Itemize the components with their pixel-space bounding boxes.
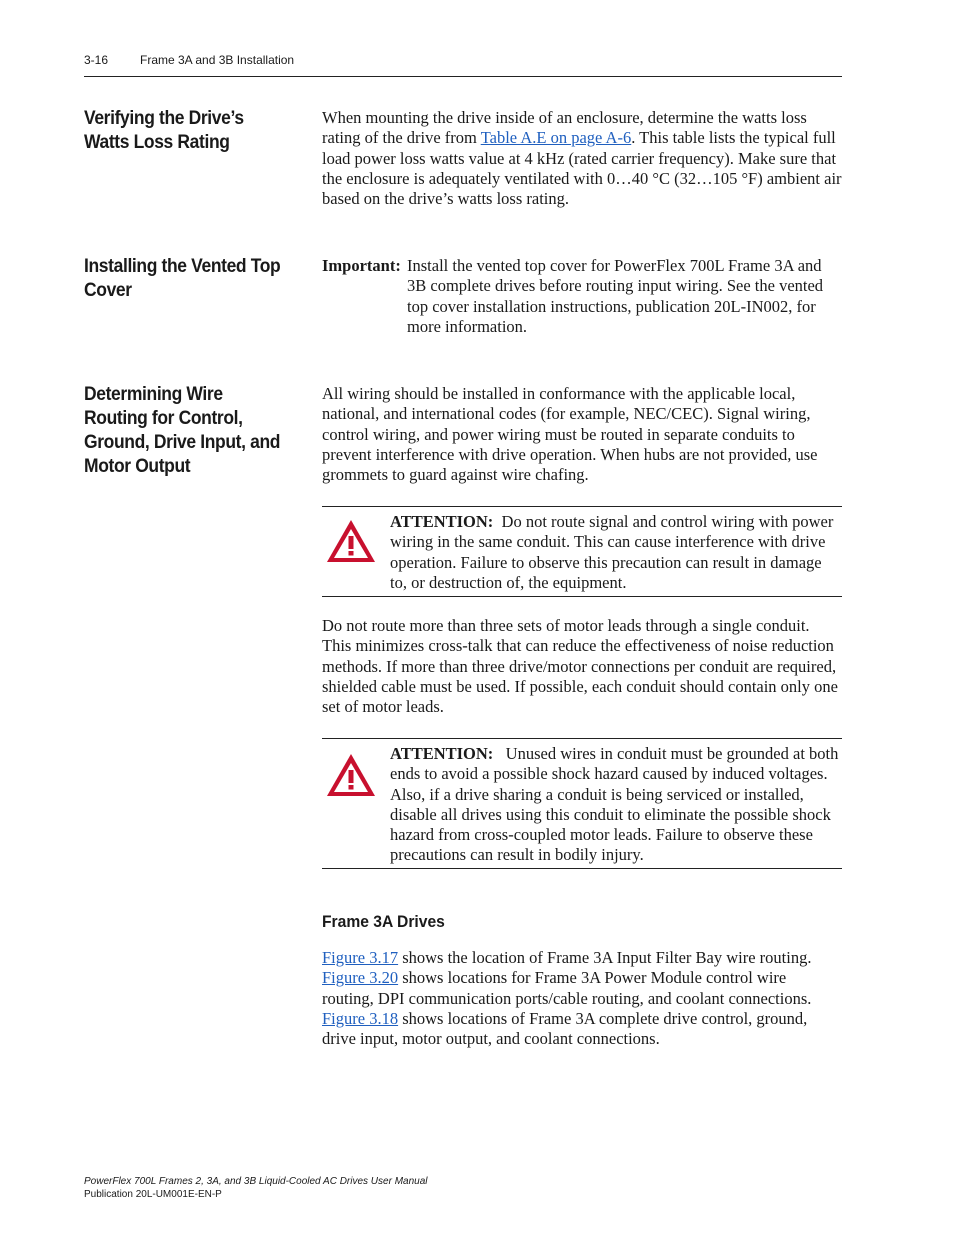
figure-3-20-link[interactable]: Figure 3.20 — [322, 968, 399, 988]
watts-loss-paragraph — [322, 108, 842, 209]
page-header — [84, 53, 294, 67]
heading-vented-top-cover: Installing the Vented Top Cover — [84, 256, 281, 301]
frame3a-paragraph — [322, 948, 842, 1049]
manual-title: PowerFlex 700L Frames 2, 3A, and 3B Liquid-Cooled AC Drives User Manual — [84, 1176, 428, 1187]
warning-triangle-icon — [325, 518, 377, 564]
frame3a-heading: Frame 3A Drives — [322, 912, 445, 931]
motor-leads-paragraph: Do not route more than three sets of motor leads through a single conduit. This minimizes cross-talk that can reduce the effectiveness of noise reduction methods. If more than three drive/motor connections per conduit are required, shielded cable must be used. If possible, each conduit should contain only one set of motor leads. — [322, 616, 838, 717]
page-footer — [84, 1175, 428, 1201]
figure-3-18-link[interactable]: Figure 3.18 — [322, 1008, 399, 1028]
figure-3-17-link[interactable]: Figure 3.17 — [322, 948, 399, 967]
attention1-bottom-rule — [322, 596, 842, 597]
watts-loss-text-b: . This table lists the typical full load power loss watts value at 4 kHz (rated carrier frequency). Make sure that the enclosure is adequately ventilated with 0…40 °C (32…105 °F) ambient air based on the drive’s watts loss rating. — [322, 128, 842, 209]
attention2-bottom-rule — [322, 868, 842, 869]
heading-watts-loss: Verifying the Drive’s Watts Loss Rating — [84, 108, 244, 153]
attention2-top-rule — [322, 738, 842, 739]
frame3a-text2: shows locations for Frame 3A Power Module control wire routing, DPI communication ports/cable routing, and coolant connections. — [322, 968, 812, 1008]
attention2-block — [390, 744, 842, 866]
attention2-text: Unused wires in conduit must be grounded at both ends to avoid a possible shock hazard caused by induced voltages. Also, if a drive sharing a conduit is being serviced or installed, disable all drives using this conduit to eliminate the possible shock hazard from cross-coupled motor leads. Failure to observe these precautions can result in bodily injury. — [390, 744, 839, 865]
section-title: Frame 3A and 3B Installation — [140, 53, 295, 67]
attention1-top-rule — [322, 506, 842, 507]
frame3a-text3: shows locations of Frame 3A complete drive control, ground, drive input, motor output, and coolant connections. — [322, 1008, 808, 1049]
attention1-label: ATTENTION: — [390, 512, 494, 531]
wiring-intro-paragraph: All wiring should be installed in conformance with the applicable local, national, and international codes (for example, NEC/CEC). Signal wiring, control wiring, and power wiring must be routed in separate conduits to prevent interference with drive operation. When hubs are not provided, use grommets to guard against wire chafing. — [322, 384, 818, 485]
publication-number: Publication 20L-UM001E-EN-P — [84, 1189, 222, 1200]
important-label: Important: — [322, 256, 401, 275]
heading-wire-routing: Determining Wire Routing for Control, Ground, Drive Input, and Motor Output — [84, 384, 281, 477]
header-divider — [84, 76, 842, 77]
attention2-label: ATTENTION: — [390, 744, 494, 763]
frame3a-text1: shows the location of Frame 3A Input Filter Bay wire routing. — [398, 948, 812, 967]
attention1-block — [390, 512, 842, 593]
table-ae-link[interactable]: Table A.E on page A-6 — [480, 128, 632, 148]
important-text: Install the vented top cover for PowerFlex 700L Frame 3A and 3B complete drives before routing input wiring. See the vented top cover installation instructions, publication 20L-IN002, for more information. — [407, 256, 824, 336]
watts-loss-text-a: When mounting the drive inside of an enclosure, determine the watts loss rating of the drive from — [322, 108, 807, 148]
warning-triangle-icon — [325, 752, 377, 798]
page-number: 3-16 — [84, 53, 109, 67]
attention1-text: Do not route signal and control wiring with power wiring in the same conduit. This can cause interference with drive operation. Failure to observe this precaution can result in damage to, or destruction of, the equipment. — [390, 512, 834, 592]
